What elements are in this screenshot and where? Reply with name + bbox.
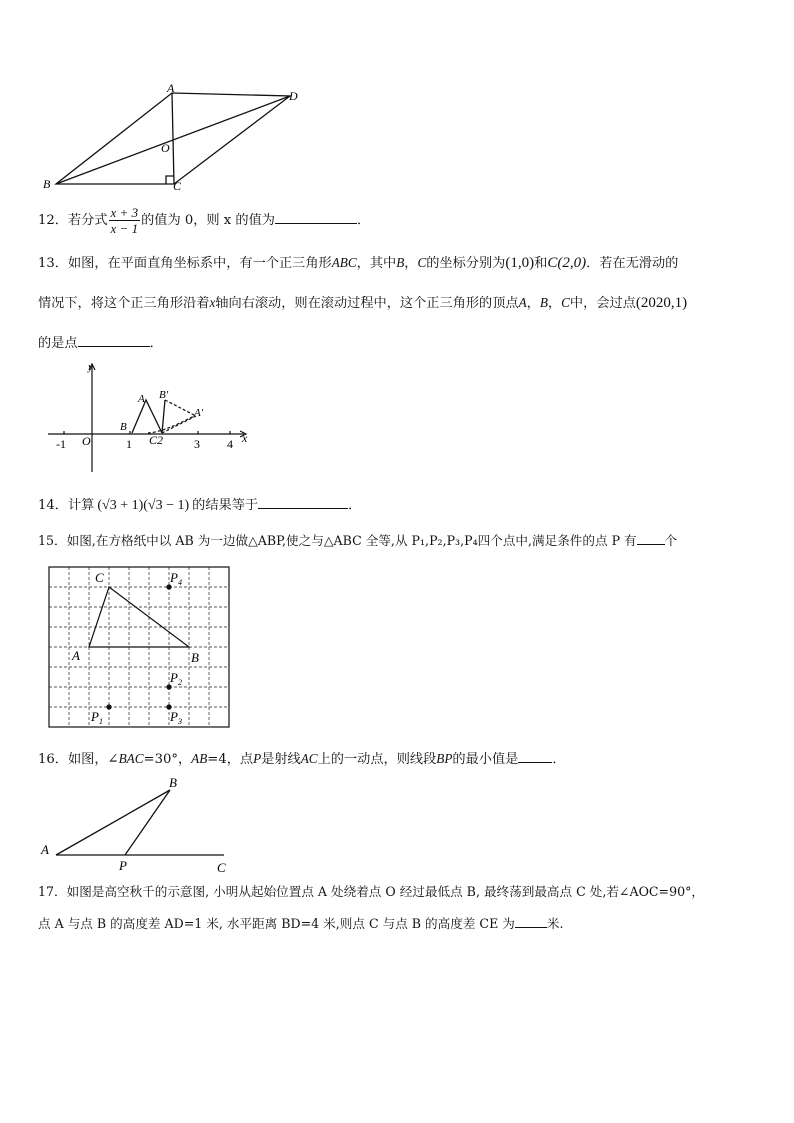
q16-var: BP	[436, 751, 453, 766]
q14-answer-blank[interactable]	[258, 494, 348, 509]
label-B: B	[169, 775, 177, 790]
label-C: C	[173, 179, 182, 192]
triangle-abc	[132, 400, 162, 433]
question-14	[38, 494, 361, 515]
segment-bp	[125, 790, 170, 855]
q13-text: ．	[149, 336, 163, 351]
q13-coord-b: (1,0)	[505, 255, 535, 271]
point-P2	[166, 684, 171, 689]
q12-prefix: ．若分式	[54, 213, 108, 228]
segment-ab	[56, 790, 170, 855]
question-17-line1	[38, 883, 704, 901]
q13-answer-blank[interactable]	[78, 332, 150, 347]
q12-fraction	[109, 205, 141, 236]
label-x: x	[242, 431, 248, 445]
q16-text: =30°，	[143, 752, 192, 767]
label-C: C	[217, 860, 226, 875]
q12-answer-blank[interactable]	[275, 209, 357, 224]
q13-text: 的是点	[38, 336, 78, 351]
q16-answer-blank[interactable]	[518, 748, 552, 763]
label-P2: $P_2$	[170, 670, 182, 687]
ray-figure	[36, 774, 236, 876]
label-P3: $P_3$	[170, 709, 182, 726]
q14-text: 的结果等于	[192, 498, 259, 513]
q14-text: ．	[348, 498, 362, 513]
q15-answer-blank[interactable]	[637, 530, 665, 545]
label-B-prime: B'	[159, 389, 169, 401]
label-B: B	[43, 177, 51, 191]
q13-var: B	[539, 295, 548, 310]
q13-text: 轴向右滚动，则在滚动过程中，这个正三角形的顶点	[215, 296, 519, 311]
q12-number: 12	[38, 213, 55, 228]
q13-coord-target: (2020,1)	[635, 295, 688, 311]
q17-answer-blank[interactable]	[515, 913, 547, 928]
q13-var: A	[518, 295, 527, 310]
q12-denominator: x − 1	[110, 221, 139, 236]
q12-middle: 的值为 0，则 x 的值为	[141, 213, 275, 228]
q16-var: AC	[300, 751, 318, 766]
q13-var: C	[561, 295, 570, 310]
q13-text: ，	[404, 256, 418, 271]
label-P1: $P_1$	[91, 709, 103, 726]
question-15	[38, 530, 677, 550]
question-17-line2	[38, 913, 563, 933]
question-12	[38, 205, 370, 236]
label-C: C	[95, 570, 104, 585]
tick-4: 4	[227, 437, 233, 451]
label-D: D	[289, 89, 298, 103]
parallelogram-figure	[38, 82, 308, 192]
label-P4: $P_4$	[170, 570, 182, 587]
q15-text: 15．如图,在方格纸中以 AB 为一边做△ABP,使之与△ABC 全等,从 P₁,P₂,P₃,P₄四个点中,满足条件的点 P 有	[38, 533, 637, 548]
q14-text: 14．计算	[38, 498, 95, 513]
label-y: y	[88, 361, 93, 373]
point-P4	[166, 584, 171, 589]
dashed-rotation	[162, 400, 196, 433]
q16-text: 16．如图，∠	[38, 752, 119, 767]
question-13-line2	[38, 294, 687, 313]
q17-text: 米.	[546, 916, 564, 931]
q13-var: C	[417, 255, 427, 270]
point-P1	[106, 704, 111, 709]
q16-var: P	[253, 751, 262, 766]
q13-text: 中，会过点	[569, 296, 636, 311]
q13-text: 的坐标分别为	[426, 256, 506, 271]
triangle-abc	[89, 587, 189, 647]
label-A: A	[138, 393, 145, 405]
q16-var: AB	[191, 751, 208, 766]
q13-text: ．若在无滑动的	[586, 256, 679, 271]
q14-expression: (√3 + 1)(√3 − 1)	[97, 498, 190, 513]
q16-var: BAC	[118, 751, 144, 766]
tick-1: 1	[126, 437, 132, 451]
label-B: B	[120, 421, 127, 433]
grid-figure	[46, 564, 232, 730]
q13-text: 和	[534, 256, 548, 271]
q13-text: ，	[547, 296, 562, 311]
diagonal-ac	[172, 93, 174, 184]
segment-cb-prime	[162, 400, 165, 433]
q15-text: 个	[664, 533, 678, 548]
label-C2: C2	[149, 433, 164, 447]
q16-text: 的最小值是	[452, 752, 519, 767]
q16-text: =4，点	[207, 752, 254, 767]
tick-neg1: -1	[56, 437, 66, 451]
q13-text: 情况下，将这个正三角形沿着	[38, 296, 210, 311]
label-O: O	[161, 141, 170, 155]
label-P: P	[119, 858, 127, 873]
q16-text: ．	[552, 752, 566, 767]
q12-end: ．	[356, 213, 371, 228]
q13-coord-c: C(2,0)	[547, 255, 587, 271]
q13-var: x	[209, 295, 216, 310]
q13-var: B	[396, 255, 405, 270]
q16-text: 是射线	[261, 752, 301, 767]
q13-text: 13．如图，在平面直角坐标系中，有一个正三角形	[38, 256, 332, 271]
coordinate-figure	[44, 360, 254, 478]
q13-text: ，	[526, 296, 540, 311]
label-A-prime: A'	[194, 407, 204, 419]
q17-text: 点 A 与点 B 的高度差 AD=1 米, 水平距离 BD=4 米,则点 C 与点 B 的高度差 CE 为	[38, 916, 515, 931]
label-A: A	[72, 648, 80, 663]
label-O: O	[82, 434, 91, 448]
question-16	[38, 748, 566, 769]
question-13-line3	[38, 332, 163, 353]
q13-abc: ABC	[331, 255, 357, 270]
question-13-line1	[38, 254, 678, 273]
label-A: A	[167, 82, 175, 95]
q13-text: ，其中	[356, 256, 397, 271]
label-A: A	[41, 842, 49, 857]
q16-text: 上的一动点，则线段	[317, 752, 437, 767]
label-B: B	[191, 650, 199, 665]
q17-text: 17．如图是高空秋千的示意图, 小明从起始位置点 A 处绕着点 O 经过最低点 B, 最终荡到最高点 C 处,若∠AOC=90°，	[38, 884, 705, 899]
tick-3: 3	[194, 437, 200, 451]
q12-numerator: x + 3	[110, 205, 139, 220]
